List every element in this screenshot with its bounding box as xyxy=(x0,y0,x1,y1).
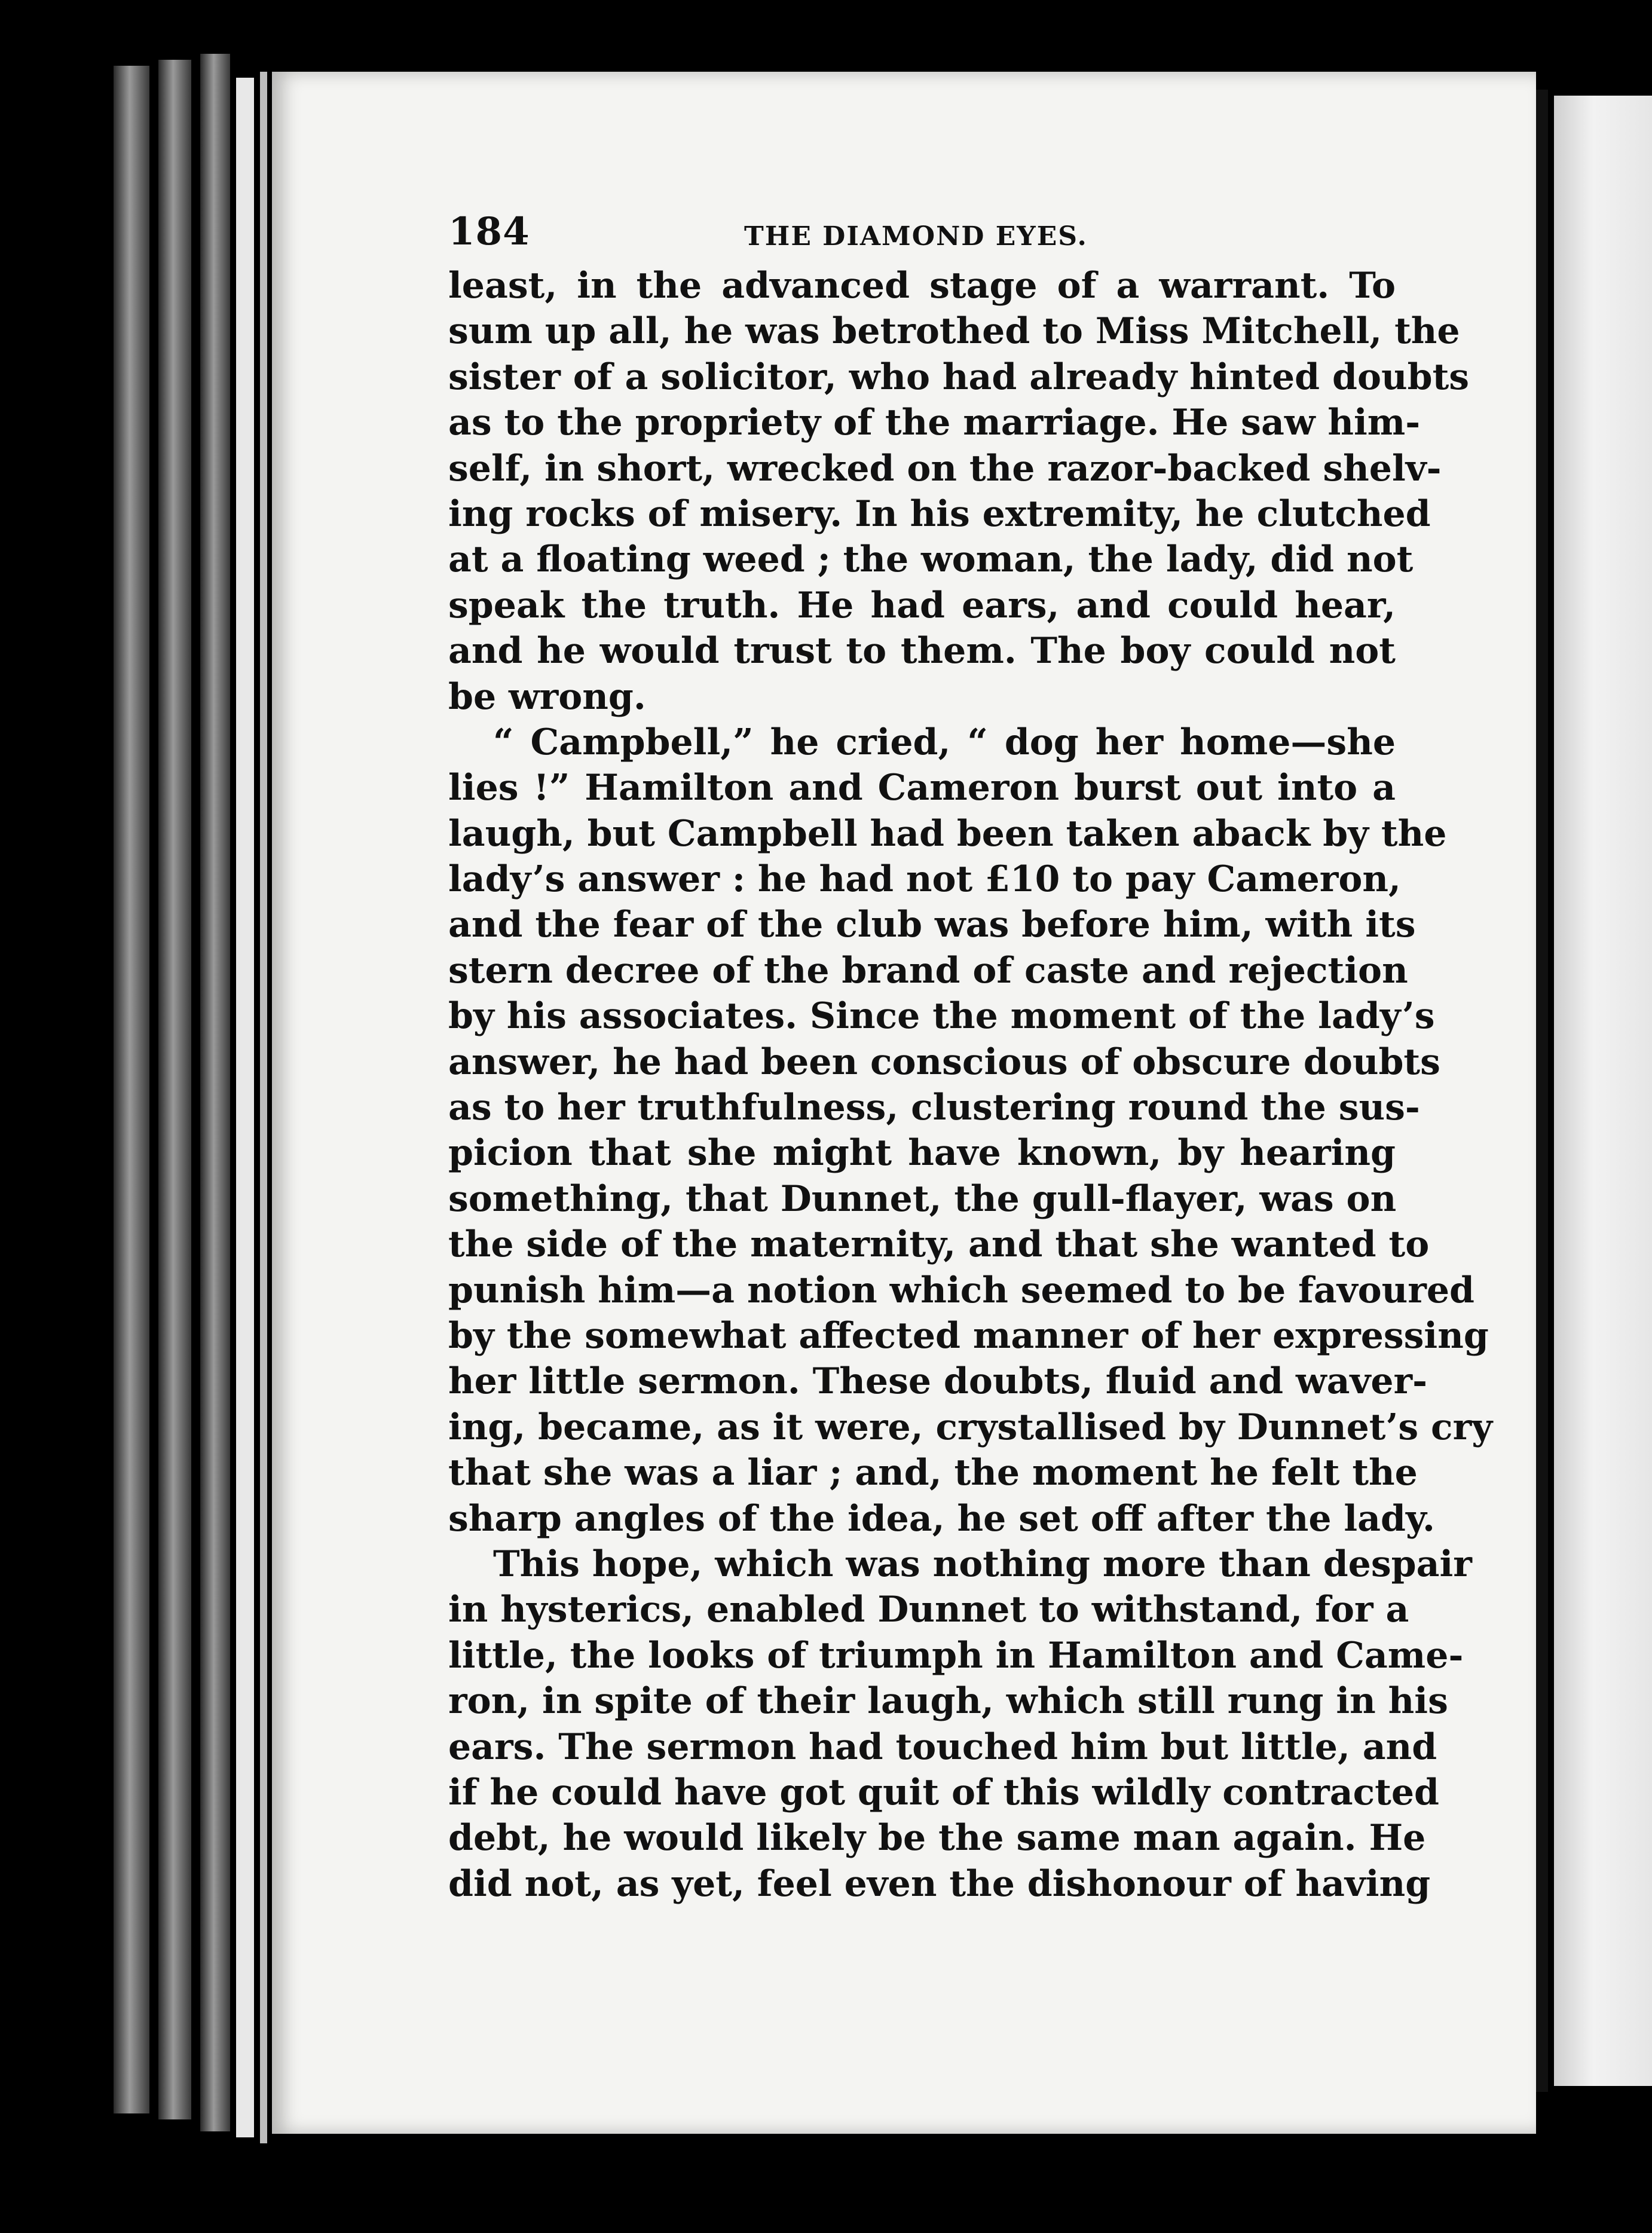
running-head xyxy=(448,197,1396,263)
text-line: ears. The sermon had touched him but little, and xyxy=(448,1726,1437,1768)
text-line: as to her truthfulness, clustering round the sus- xyxy=(448,1087,1420,1129)
page-edge xyxy=(114,66,149,2113)
text-line: her little sermon. These doubts, fluid and waver- xyxy=(448,1360,1428,1403)
text-line: at a floating weed ; the woman, the lady, did not xyxy=(448,539,1414,581)
text-line: something, that Dunnet, the gull-flayer, was on xyxy=(448,1177,1397,1220)
page-edge xyxy=(260,72,267,2143)
facing-page-edge xyxy=(1554,96,1652,2086)
body-text xyxy=(448,263,1493,1907)
text-line: by his associates. Since the moment of the lady’s xyxy=(448,995,1435,1038)
text-line: debt, he would likely be the same man again. He xyxy=(448,1817,1426,1859)
text-line: little, the looks of triumph in Hamilton and Came- xyxy=(448,1634,1464,1677)
paragraph xyxy=(448,1541,1472,1907)
text-line: sharp angles of the idea, he set off after the lady. xyxy=(448,1497,1435,1540)
text-line: sister of a solicitor, who had already hinted doubts xyxy=(448,356,1470,398)
page-edge xyxy=(158,60,191,2119)
text-line: This hope, which was nothing more than despair xyxy=(493,1543,1472,1585)
text-block xyxy=(448,197,1493,1907)
text-line: ing rocks of misery. In his extremity, he clutched xyxy=(448,493,1431,535)
page-number: 184 xyxy=(448,209,530,254)
text-line: did not, as yet, feel even the dishonour of having xyxy=(448,1862,1431,1905)
text-line: the side of the maternity, and that she wanted to xyxy=(448,1223,1430,1266)
text-line: answer, he had been conscious of obscure doubts xyxy=(448,1041,1440,1083)
text-line: that she was a liar ; and, the moment he felt the xyxy=(448,1452,1418,1494)
paragraph xyxy=(448,720,1493,1541)
text-line: picion that she might have known, by hearing xyxy=(448,1132,1396,1174)
text-line: and the fear of the club was before him, with its xyxy=(448,904,1416,946)
text-line: stern decree of the brand of caste and rejection xyxy=(448,949,1408,992)
running-title: THE DIAMOND EYES. xyxy=(744,221,1088,252)
text-line: lies !” Hamilton and Cameron burst out into a xyxy=(448,767,1396,809)
text-line: if he could have got quit of this wildly contracted xyxy=(448,1771,1439,1813)
text-line: as to the propriety of the marriage. He saw him- xyxy=(448,402,1421,444)
text-line: and he would trust to them. The boy could not xyxy=(448,630,1396,672)
text-line: by the somewhat affected manner of her expressing xyxy=(448,1314,1489,1357)
text-line: laugh, but Campbell had been taken aback by the xyxy=(448,812,1447,855)
text-line: self, in short, wrecked on the razor-backed shelv- xyxy=(448,447,1442,490)
text-line: ron, in spite of their laugh, which still rung in his xyxy=(448,1680,1448,1723)
page-edge xyxy=(236,78,254,2137)
paragraph xyxy=(448,263,1470,720)
text-line: in hysterics, enabled Dunnet to withstand, for a xyxy=(448,1589,1409,1631)
text-line: sum up all, he was betrothed to Miss Mitchell, the xyxy=(448,310,1460,353)
text-line: ing, became, as it were, crystallised by Dunnet’s cry xyxy=(448,1406,1493,1448)
text-line: “ Campbell,” he cried, “ dog her home—she xyxy=(493,721,1396,763)
gutter-shadow xyxy=(1536,90,1548,2092)
text-line: be wrong. xyxy=(448,675,646,718)
text-line: punish him—a notion which seemed to be favoured xyxy=(448,1269,1474,1311)
text-line: lady’s answer : he had not £10 to pay Cameron, xyxy=(448,858,1401,901)
page-edge xyxy=(200,54,230,2131)
text-line: least, in the advanced stage of a warrant. To xyxy=(448,265,1396,307)
text-line: speak the truth. He had ears, and could hear, xyxy=(448,584,1396,626)
